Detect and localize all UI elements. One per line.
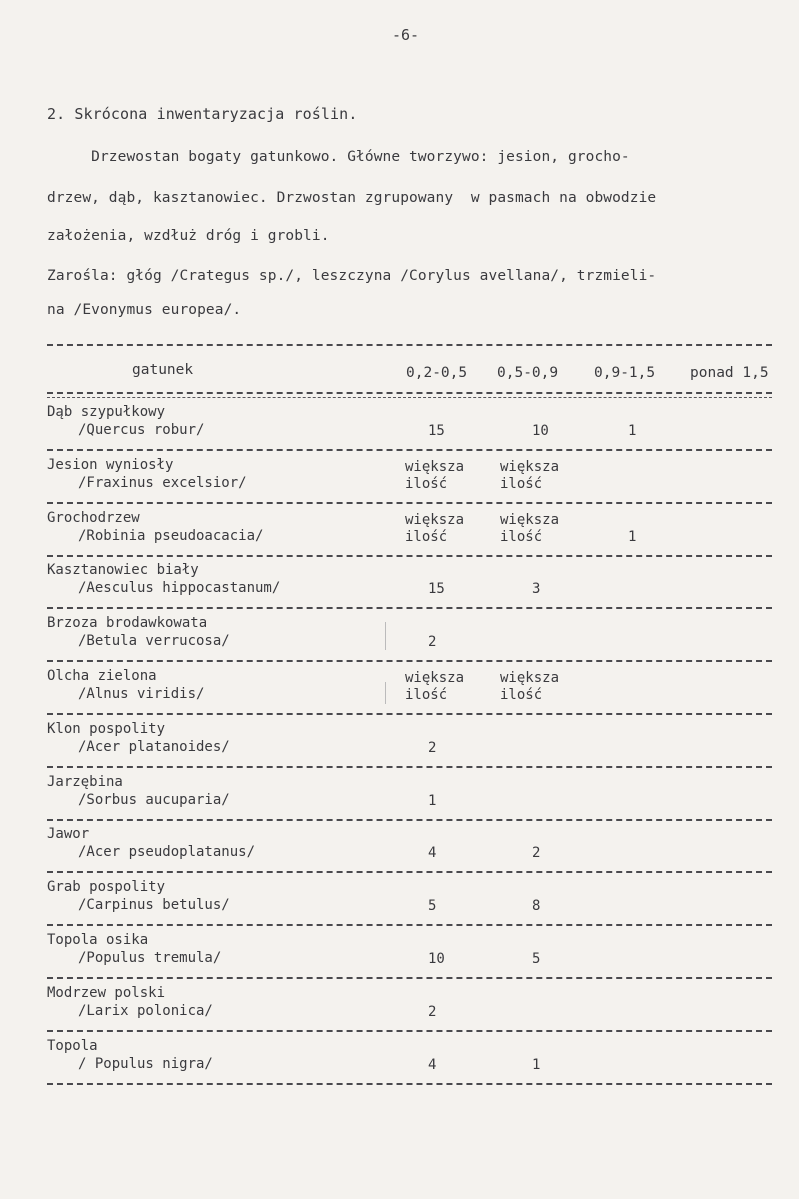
species-latin-name: /Alnus viridis/ bbox=[78, 686, 205, 702]
species-name: Grochodrzew bbox=[47, 509, 140, 526]
species-latin-name: /Betula verrucosa/ bbox=[78, 633, 230, 650]
count-cell-c1: 2 bbox=[428, 634, 437, 651]
row-rule bbox=[47, 1083, 772, 1085]
species-latin-name: /Carpinus betulus/ bbox=[78, 897, 230, 914]
column-header-range-3: 0,9-1,5 bbox=[594, 365, 656, 381]
header-rule bbox=[47, 392, 772, 394]
species-latin-name: /Acer pseudoplatanus/ bbox=[78, 844, 256, 861]
species-latin-name: /Robinia pseudoacacia/ bbox=[78, 527, 264, 544]
count-cell-c2: 3 bbox=[532, 581, 541, 598]
row-rule bbox=[47, 977, 772, 979]
count-cell-c2: 5 bbox=[532, 951, 541, 967]
count-cell-c2: 10 bbox=[532, 423, 549, 439]
row-rule bbox=[47, 871, 772, 873]
count-cell-c1: 10 bbox=[428, 951, 445, 967]
species-name: Klon pospolity bbox=[47, 720, 166, 737]
count-cell-c1: większa ilość bbox=[405, 670, 465, 703]
count-cell-c1: 2 bbox=[428, 739, 437, 756]
species-latin-name: / Populus nigra/ bbox=[78, 1055, 213, 1072]
species-name: Topola bbox=[47, 1037, 98, 1054]
scan-mark bbox=[385, 682, 386, 704]
table-top-rule bbox=[47, 344, 772, 346]
row-rule bbox=[47, 1030, 772, 1032]
count-cell-c1: 1 bbox=[428, 792, 437, 809]
row-rule bbox=[47, 819, 772, 821]
species-name: Jawor bbox=[47, 826, 90, 843]
paragraph-line: na /Evonymus europea/. bbox=[47, 302, 242, 318]
species-latin-name: /Sorbus aucuparia/ bbox=[78, 791, 230, 808]
count-cell-c2: 8 bbox=[532, 898, 541, 915]
species-name: Brzoza brodawkowata bbox=[47, 615, 208, 632]
count-cell-c2: 2 bbox=[532, 845, 541, 862]
row-rule bbox=[47, 607, 772, 609]
column-header-range-4: ponad 1,5 bbox=[690, 365, 769, 381]
column-header-range-2: 0,5-0,9 bbox=[497, 365, 559, 381]
species-name: Jesion wyniosły bbox=[47, 456, 174, 473]
column-header-species: gatunek bbox=[132, 362, 194, 378]
count-cell-c2: większa ilość bbox=[500, 511, 560, 545]
scan-mark bbox=[385, 622, 386, 650]
row-rule bbox=[47, 660, 772, 662]
row-rule bbox=[47, 449, 772, 451]
page-number: -6- bbox=[392, 26, 420, 44]
species-latin-name: /Acer platanoides/ bbox=[78, 738, 230, 755]
species-latin-name: /Larix polonica/ bbox=[78, 1002, 213, 1019]
count-cell-c3: 1 bbox=[628, 528, 637, 545]
header-rule bbox=[47, 397, 772, 398]
count-cell-c1: 15 bbox=[428, 423, 445, 439]
species-name: Olcha zielona bbox=[47, 668, 157, 684]
count-cell-c1: większa ilość bbox=[405, 458, 465, 492]
row-rule bbox=[47, 766, 772, 768]
species-name: Dąb szypułkowy bbox=[47, 404, 166, 420]
count-cell-c1: 4 bbox=[428, 845, 437, 862]
paragraph-line: założenia, wzdłuż dróg i grobli. bbox=[47, 228, 330, 244]
paragraph-line: Zarośla: głóg /Crategus sp./, leszczyna /Corylus avellana/, trzmieli- bbox=[47, 268, 657, 284]
species-latin-name: /Aesculus hippocastanum/ bbox=[78, 580, 281, 597]
species-latin-name: /Fraxinus excelsior/ bbox=[78, 474, 247, 491]
count-cell-c2: większa ilość bbox=[500, 670, 560, 703]
species-latin-name: /Quercus robur/ bbox=[78, 422, 205, 438]
count-cell-c1: większa ilość bbox=[405, 511, 465, 545]
count-cell-c1: 4 bbox=[428, 1056, 437, 1073]
count-cell-c1: 5 bbox=[428, 898, 437, 915]
species-name: Jarzębina bbox=[47, 773, 123, 790]
count-cell-c1: 15 bbox=[428, 581, 445, 598]
column-header-range-1: 0,2-0,5 bbox=[406, 365, 468, 381]
row-rule bbox=[47, 924, 772, 926]
species-name: Grab pospolity bbox=[47, 879, 166, 896]
species-name: Modrzew polski bbox=[47, 984, 166, 1001]
count-cell-c2: większa ilość bbox=[500, 458, 560, 492]
paragraph-line: Drzewostan bogaty gatunkowo. Główne tworzywo: jesion, grocho- bbox=[47, 149, 630, 165]
row-rule bbox=[47, 713, 772, 715]
count-cell-c1: 2 bbox=[428, 1003, 437, 1020]
row-rule bbox=[47, 502, 772, 504]
species-latin-name: /Populus tremula/ bbox=[78, 950, 222, 966]
species-name: Topola osika bbox=[47, 932, 149, 948]
paragraph-line: drzew, dąb, kasztanowiec. Drzwostan zgrupowany w pasmach na obwodzie bbox=[47, 190, 657, 206]
species-name: Kasztanowiec biały bbox=[47, 562, 199, 579]
row-rule bbox=[47, 555, 772, 557]
count-cell-c3: 1 bbox=[628, 423, 637, 439]
section-heading: 2. Skrócona inwentaryzacja roślin. bbox=[47, 105, 358, 123]
count-cell-c2: 1 bbox=[532, 1056, 541, 1073]
